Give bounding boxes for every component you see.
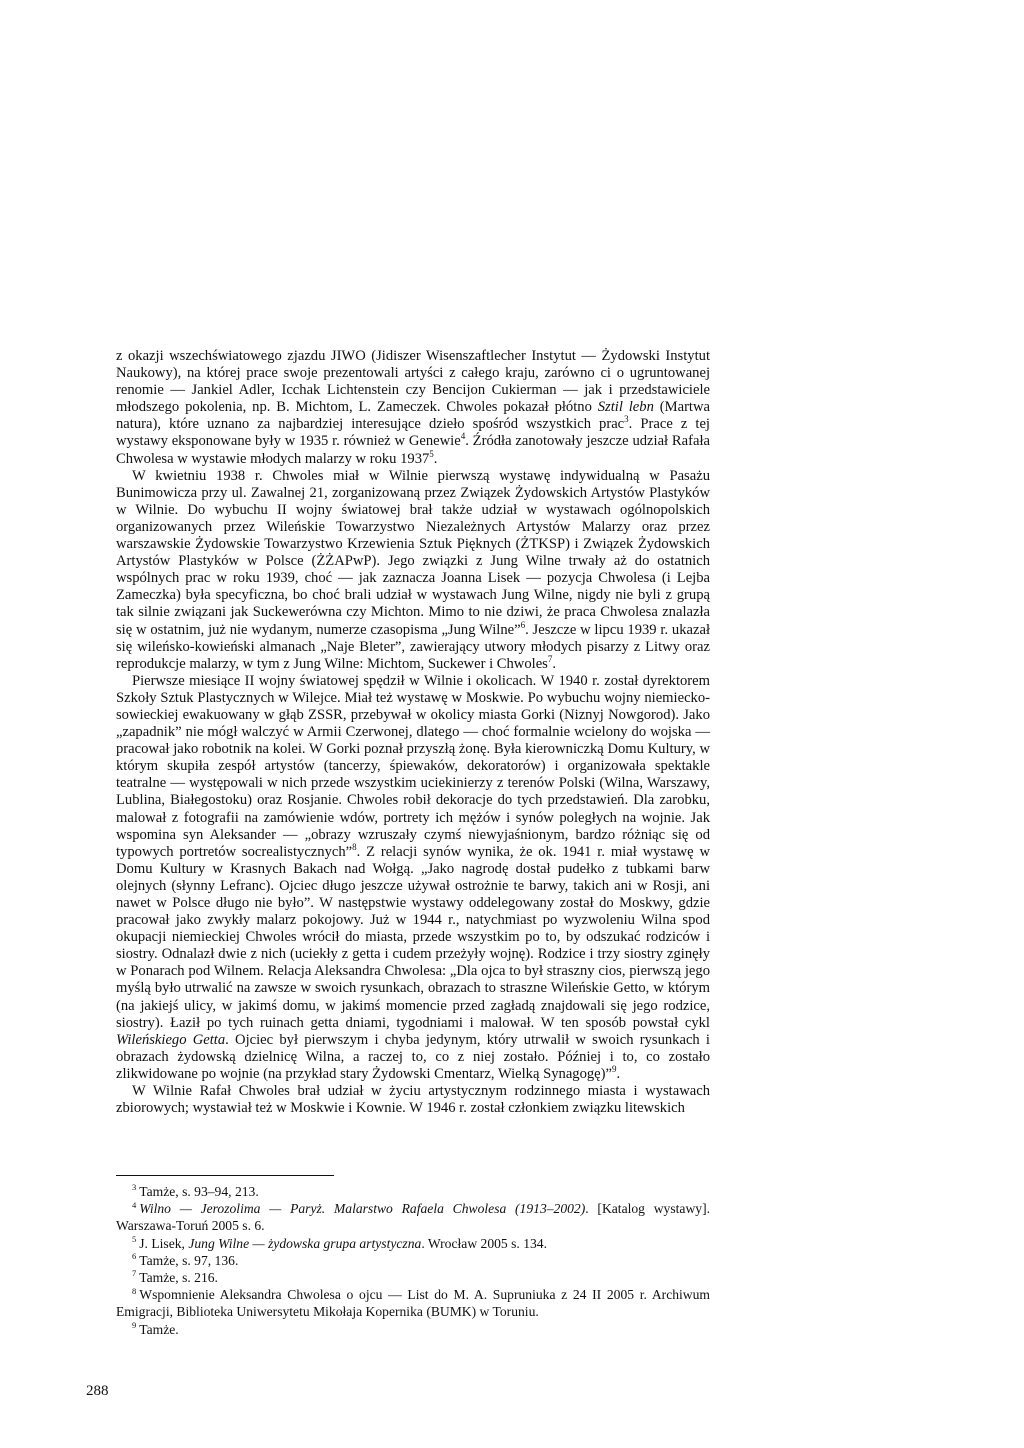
paragraph-text: W kwietniu 1938 r. Chwoles miał w Wilnie pierwszą wystawę indywidualną w Pasażu Bunimowicza przy ul. Zawalnej 21, zorganizowaną przez Związek Żydowskich Artystów Plastyków w Wilnie. Do wybuchu II wojny światowej brał także udział w wystawach ogólnopolskich organizowanych przez Wileńskie Towarzystwo Niezależnych Artystów Malarzy oraz przez warszawskie Żydowskie Towarzystwo Krzewienia Sztuk Pięknych (ŻTKSP) i Związek Żydowskich Artystów Plastyków w Polsce (ŻŻAPwP). Jego związki z Jung Wilne trwały aż do ostatnich wspólnych prac w roku 1939, choć — jak zaznacza Joanna Lisek — pozycja Chwolesa (i Lejba Zameczka) była specyficzna, bo choć brali udział w wystawach Jung Wilne, nigdy nie byli z grupą tak silnie związani jak Suckewerówna czy Michton. Mimo to nie dziwi, że praca Chwolesa znalazła się w ostatnim, już nie wydanym, numerze czasopisma „Jung Wilne”: [116, 467, 710, 638]
paragraph-text: . Ojciec był pierwszym i chyba jedynym, który utrwalił w swoich rysunkach i obrazach żydowską dzielnicę Wilna, a raczej to, co z niej zostało. Później i to, co zostało zlikwidowane po wojnie (na przykład stary Żydowski Cmentarz, Wielką Synagogę)”: [116, 1031, 710, 1082]
footnote-ref[interactable]: 9: [612, 1064, 617, 1075]
footnote-number: 7: [132, 1268, 137, 1279]
footnote-text: Tamże, s. 93–94, 213.: [139, 1184, 259, 1199]
footnote-italic: Jung Wilne — żydowska grupa artystyczna: [188, 1235, 422, 1251]
paragraph-text: (Martwa natura), które uznano za najbardziej interesujące dzieło spośród wszystkich prac: [116, 399, 710, 433]
footnote-number: 4: [132, 1199, 137, 1210]
paragraph-text: .: [433, 450, 438, 467]
footnote-3: [116, 1183, 710, 1200]
footnote-number: 9: [132, 1320, 137, 1331]
footnote-divider: [116, 1175, 334, 1176]
footnote-7: [116, 1269, 710, 1286]
paragraph-text: .: [552, 655, 557, 672]
paragraph-text: .: [616, 1065, 621, 1082]
paragraph-text: z okazji wszechświatowego zjazdu JIWO (Jidiszer Wisenszaftlecher Instytut — Żydowski Instytut Naukowy), na której prace swoje prezentowali artyści z całego kraju, zarówno ci o ugruntowanej renomie — Jankiel Adler, Icchak Lichtenstein czy Bencijon Cukierman — jak i przedstawiciele młodszego pokolenia, np. B. Michtom, L. Zameczek. Chwoles pokazał płótno: [116, 348, 710, 416]
footnote-8: [116, 1286, 710, 1320]
footnote-number: 5: [132, 1234, 137, 1245]
paragraph-3: [116, 673, 710, 1083]
footnote-italic: Wilno — Jerozolima — Paryż. Malarstwo Rafaela Chwolesa (1913–2002): [139, 1201, 586, 1217]
paragraph-text: W Wilnie Rafał Chwoles brał udział w życiu artystycznym rodzinnego miasta i wystawach zbiorowych; wystawiał też w Moskwie i Kownie. W 1946 r. został członkiem związku litewskich: [116, 1083, 710, 1117]
footnote-6: [116, 1252, 710, 1269]
footnote-text: Tamże, s. 97, 136.: [139, 1252, 239, 1268]
footnote-text: . Wrocław 2005 s. 134.: [421, 1235, 547, 1251]
footnotes: [116, 1183, 710, 1338]
footnote-ref[interactable]: 3: [624, 414, 629, 425]
paragraph-text: . Jeszcze w lipcu 1939 r. ukazał się wileńsko-kowieński almanach „Naje Bleter”, zawierający utwory młodych pisarzy z Litwy oraz reprodukcje malarzy, w tym z Jung Wilne: Michtom, Suckewer i Chwoles: [116, 621, 710, 672]
paragraph-4: [116, 1083, 710, 1117]
footnote-number: 6: [132, 1251, 137, 1262]
footnote-ref[interactable]: 5: [429, 448, 434, 459]
footnote-5: [116, 1235, 710, 1252]
footnote-ref[interactable]: 7: [547, 653, 553, 664]
footnote-ref[interactable]: 8: [352, 841, 357, 852]
main-text: [116, 348, 710, 1117]
paragraph-text: . Źródła zanotowały jeszcze udział Rafała Chwolesa w wystawie młodych malarzy w roku 1937: [116, 433, 711, 467]
footnote-9: [116, 1321, 710, 1338]
paragraph-1: [116, 348, 710, 468]
footnote-text: J. Lisek,: [139, 1235, 189, 1251]
paragraph-text: . Z relacji synów wynika, że ok. 1941 r. miał wystawę w Domu Kultury w Krasnych Bakach nad Wołgą. „Jako nagrodę dostał pudełko z tubkami barw olejnych (słynny Lefranc). Ojciec długo jeszcze używał ostrożnie te barwy, takich ani w Rosji, ani nawet w Polsce długo nie było”. W następstwie wystawy oddelegowany został do Moskwy, gdzie pracował jako zwykły malarz pokojowy. Już w 1944 r., natychmiast po wyzwoleniu Wilna spod okupacji niemieckiej Chwoles wrócił do miasta, przede wszystkim po to, by odszukać rodziców i siostry. Odnalazł dwie z nich (uciekły z getta i cudem przeżyły wojnę). Rodzice i trzy siostry zginęły w Ponarach pod Wilnem. Relacja Aleksandra Chwolesa: „Dla ojca to był straszny cios, pierwszą jego myślą było utrwalić na zawsze w swoich rysunkach, obrazach to straszne Wileńskie Getto, w którym (na jakiejś ulicy, w jakimś domu, w jakimś momencie przed zagładą znajdowali się jego rodzice, siostry). Łaził po tych ruinach getta dniami, tygodniami i malował. W ten sposób powstał cykl: [116, 843, 710, 1031]
paragraph-text: Pierwsze miesiące II wojny światowej spędził w Wilnie i okolicach. W 1940 r. został dyrektorem Szkoły Sztuk Plastycznych w Wilejce. Miał też wystawę w Moskwie. Po wybuchu wojny niemiecko-sowieckiej ewakuowany w głąb ZSSR, przebywał w okolicy miasta Gorki (Niznyj Nowgorod). Jako „zapadnik” nie mógł walczyć w Armii Czerwonej, dlatego — choć formalnie wcielony do wojska — pracował jako robotnik na kolei. W Gorki poznał przyszłą żonę. Była kierowniczką Domu Kultury, w którym skupiła zespół artystów (tancerzy, śpiewaków, dekoratorów) i organizowała spektakle teatralne — występowali w nich przede wszystkim uciekinierzy z terenów Polski (Wilna, Warszawy, Lublina, Białegostoku) oraz Rosjanie. Chwoles robił dekoracje do tych przedstawień. Dla zarobku, malował z fotografii na zamówienie wdów, portrety ich mężów i synów poległych na wojnie. Jak wspomina syn Aleksander — „obrazy wzruszały czymś niewyjaśnionym, bardzo różniąc się od typowych portretów socrealistycznych”: [116, 672, 710, 860]
footnote-ref[interactable]: 4: [460, 431, 466, 442]
footnote-text: . [Katalog wystawy]. Warszawa-Toruń 2005 s. 6.: [116, 1201, 710, 1234]
footnote-number: 8: [132, 1285, 137, 1296]
footnote-text: Tamże.: [139, 1321, 179, 1337]
paragraph-text: . Prace z tej wystawy eksponowane były w 1935 r. również w Genewie: [116, 416, 710, 450]
italic-title: Wileńskiego Getta: [116, 1031, 226, 1048]
footnote-ref[interactable]: 6: [520, 619, 526, 630]
footnote-4: [116, 1200, 710, 1234]
paragraph-2: [116, 468, 710, 673]
footnote-text: Wspomnienie Aleksandra Chwolesa o ojcu — List do M. A. Supruniuka z 24 II 2005 r. Archiwum Emigracji, Biblioteka Uniwersytetu Mikołaja Kopernika (BUMK) w Toruniu.: [116, 1287, 710, 1320]
page-number: 288: [86, 1383, 109, 1399]
footnote-number: 3: [132, 1182, 137, 1193]
italic-title: Sztil lebn: [597, 399, 654, 416]
footnote-text: Tamże, s. 216.: [139, 1270, 218, 1286]
